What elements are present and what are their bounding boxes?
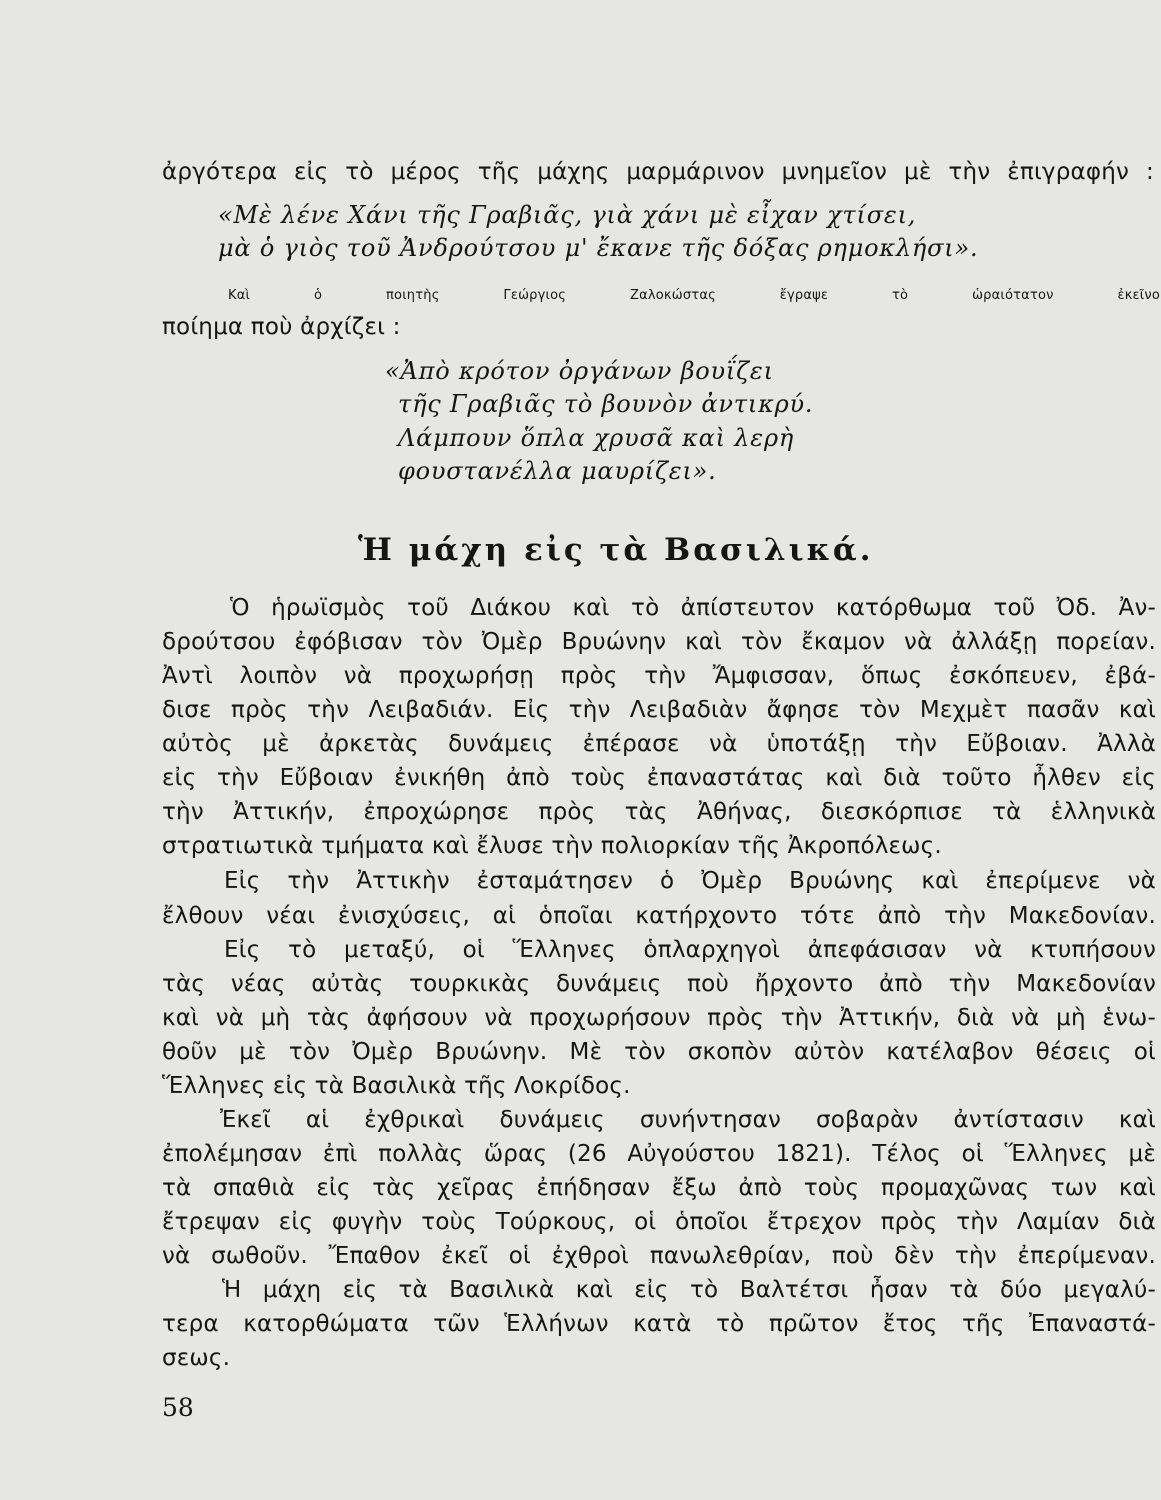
body-line: Ἀντὶ λοιπὸν νὰ προχωρήσῃ πρὸς τὴν Ἄμφισσαν, ὅπως ἐσκόπευεν, ἐβά- (162, 663, 1156, 689)
body-line: Εἰς τὸ μεταξύ, οἱ Ἕλληνες ὁπλαρχηγοὶ ἀπεφάσισαν νὰ κτυπήσουν (224, 937, 1156, 963)
body-line: στρατιωτικὰ τμήματα καὶ ἔλυσε τὴν πολιορκίαν τῆς Ἀκροπόλεως. (162, 833, 942, 859)
body-line: σεως. (162, 1345, 231, 1371)
epigraph-line: μὰ ὁ γιὸς τοῦ Ἀνδρούτσου μ' ἔκανε τῆς δόξας ρημοκλήσι». (218, 234, 979, 262)
body-line: θοῦν μὲ τὸν Ὀμὲρ Βρυώνην. Μὲ τὸν σκοπὸν αὐτὸν κατέλαβον θέσεις οἱ (162, 1039, 1156, 1065)
section-heading: Ἡ μάχη εἰς τὰ Βασιλικά. (358, 532, 874, 568)
body-line: νὰ σωθοῦν. Ἔπαθον ἐκεῖ οἱ ἐχθροὶ πανωλεθρίαν, ποὺ δὲν τὴν ἐπερίμεναν. (162, 1243, 1156, 1269)
poet-paragraph-line: ποίημα ποὺ ἀρχίζει : (162, 314, 401, 340)
body-line: τὰς νέας αὐτὰς τουρκικὰς δυνάμεις ποὺ ἤρχοντο ἀπὸ τὴν Μακεδονίαν (162, 971, 1156, 997)
body-line: ἔτρεψαν εἰς φυγὴν τοὺς Τούρκους, οἱ ὁποῖοι ἔτρεχον πρὸς τὴν Λαμίαν διὰ (162, 1209, 1156, 1235)
intro-line: ἀργότερα εἰς τὸ μέρος τῆς μάχης μαρμάρινον μνημεῖον μὲ τὴν ἐπιγραφήν : (162, 159, 1154, 185)
body-line: ἔλθουν νέαι ἐνισχύσεις, αἱ ὁποῖαι κατήρχοντο τότε ἀπὸ τὴν Μακεδονίαν. (162, 903, 1156, 929)
poem-line: «Ἀπὸ κρότον ὀργάνων βουΐζει (385, 357, 774, 385)
poem-line: φουστανέλλα μαυρίζει». (398, 457, 717, 485)
body-line: αὐτὸς μὲ ἀρκετὰς δυνάμεις ἐπέρασε νὰ ὑποτάξῃ τὴν Εὔβοιαν. Ἀλλὰ (162, 731, 1156, 757)
body-line: δισε πρὸς τὴν Λειβαδιάν. Εἰς τὴν Λειβαδιὰν ἄφησε τὸν Μεχμὲτ πασᾶν καὶ (162, 697, 1156, 723)
body-line: τερα κατορθώματα τῶν Ἑλλήνων κατὰ τὸ πρῶτον ἔτος τῆς Ἐπαναστά- (162, 1311, 1156, 1337)
page-number: 58 (162, 1393, 194, 1422)
body-line: Ἕλληνες εἰς τὰ Βασιλικὰ τῆς Λοκρίδος. (162, 1073, 631, 1099)
epigraph-line: «Μὲ λένε Χάνι τῆς Γραβιᾶς, γιὰ χάνι μὲ εἶχαν χτίσει, (218, 201, 917, 229)
body-line: καὶ νὰ μὴ τὰς ἀφήσουν νὰ προχωρήσουν πρὸς τὴν Ἀττικήν, διὰ νὰ μὴ ἑνω- (162, 1005, 1156, 1031)
poet-paragraph-line: Καὶ ὁ ποιητὴς Γεώργιος Ζαλοκώστας ἔγραψε τὸ ὡραιότατον ἐκεῖνο (228, 288, 1160, 303)
body-line: Ὁ ἡρωϊσμὸς τοῦ Διάκου καὶ τὸ ἀπίστευτον κατόρθωμα τοῦ Ὀδ. Ἀν- (230, 595, 1156, 621)
body-line: τὰ σπαθιὰ εἰς τὰς χεῖρας ἐπήδησαν ἔξω ἀπὸ τοὺς προμαχῶνας των καὶ (162, 1175, 1156, 1201)
poem-line: τῆς Γραβιᾶς τὸ βουνὸν ἀντικρύ. (398, 390, 814, 418)
body-line: Εἰς τὴν Ἀττικὴν ἐσταμάτησεν ὁ Ὀμὲρ Βρυώνης καὶ ἐπερίμενε νὰ (224, 868, 1156, 894)
body-line: εἰς τὴν Εὔβοιαν ἐνικήθη ἀπὸ τοὺς ἐπαναστάτας καὶ διὰ τοῦτο ἦλθεν εἰς (162, 765, 1156, 791)
body-line: δρούτσου ἐφόβισαν τὸν Ὀμὲρ Βρυώνην καὶ τὸν ἔκαμον νὰ ἀλλάξῃ πορείαν. (162, 629, 1156, 655)
body-line: Ἐκεῖ αἱ ἐχθρικαὶ δυνάμεις συνήντησαν σοβαρὰν ἀντίστασιν καὶ (220, 1107, 1156, 1133)
body-line: τὴν Ἀττικήν, ἐπροχώρησε πρὸς τὰς Ἀθήνας, διεσκόρπισε τὰ ἑλληνικὰ (162, 799, 1156, 825)
body-line: Ἡ μάχη εἰς τὰ Βασιλικὰ καὶ εἰς τὸ Βαλτέτσι ἦσαν τὰ δύο μεγαλύ- (222, 1277, 1156, 1303)
body-line: ἐπολέμησαν ἐπὶ πολλὰς ὥρας (26 Αὐγούστου 1821). Τέλος οἱ Ἕλληνες μὲ (162, 1141, 1156, 1167)
poem-line: Λάμπουν ὅπλα χρυσᾶ καὶ λερὴ (398, 424, 795, 452)
